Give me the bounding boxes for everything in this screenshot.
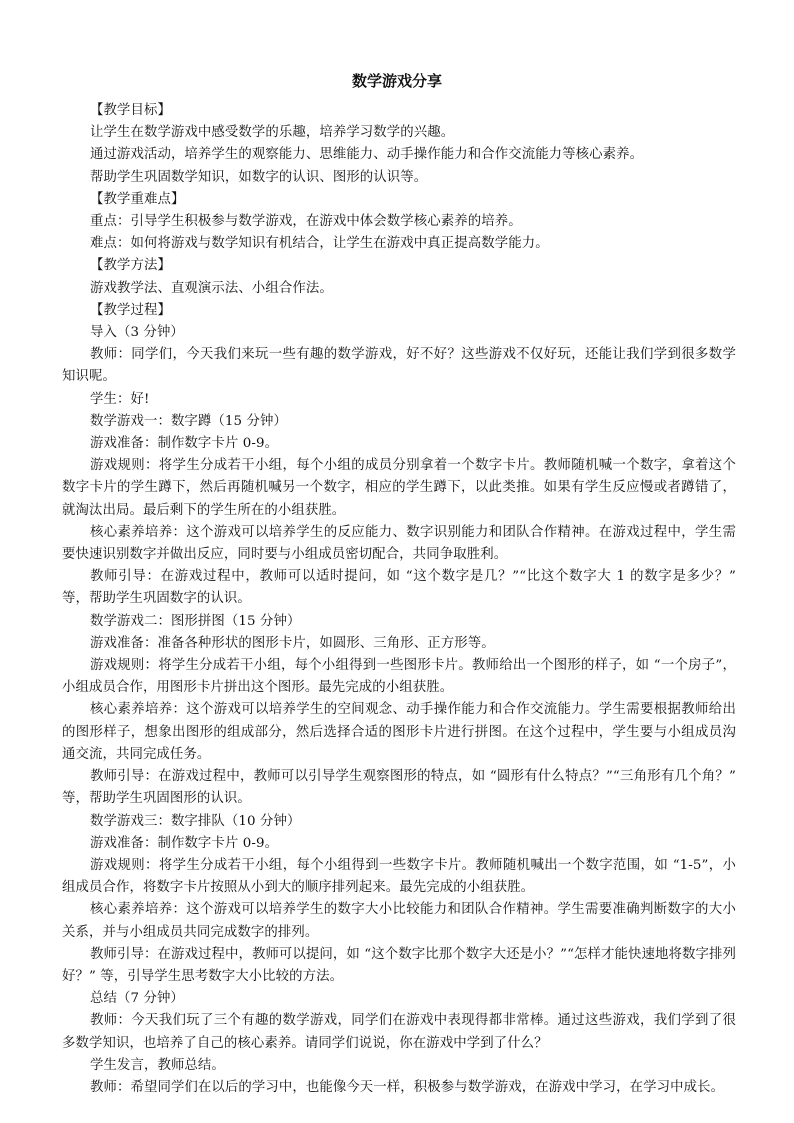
paragraph: 核心素养培养：这个游戏可以培养学生的数字大小比较能力和团队合作精神。学生需要准确判断数字的大小关系，并与小组成员共同完成数字的排列。 — [62, 902, 736, 940]
paragraph: 导入（3 分钟） — [90, 325, 184, 341]
paragraph: 教师引导：在游戏过程中，教师可以引导学生观察图形的特点，如 “圆形有什么特点？”“三角形有几个角？” 等，帮助学生巩固图形的认识。 — [62, 769, 736, 807]
paragraph: 教师：同学们，今天我们来玩一些有趣的数学游戏，好不好？这些游戏不仅好玩，还能让我们学到很多数学知识呢。 — [62, 347, 736, 385]
paragraph: 数学游戏二：图形拼图（15 分钟） — [90, 613, 301, 629]
paragraph: 游戏准备：制作数字卡片 0-9。 — [90, 436, 279, 452]
paragraph: 游戏规则：将学生分成若干小组，每个小组得到一些数字卡片。教师随机喊出一个数字范围，如 “1-5”，小组成员合作，将数字卡片按照从小到大的顺序排列起来。最先完成的小组获胜。 — [62, 857, 736, 896]
paragraph: 难点：如何将游戏与数学知识有机结合，让学生在游戏中真正提高数学能力。 — [90, 236, 549, 252]
paragraph: 教师：今天我们玩了三个有趣的数学游戏，同学们在游戏中表现得都非常棒。通过这些游戏，我们学到了很多数学知识，也培养了自己的核心素养。请同学们说说，你在游戏中学到了什么？ — [62, 1013, 736, 1051]
paragraph: 让学生在数学游戏中感受数学的乐趣，培养学习数学的兴趣。 — [90, 125, 455, 141]
paragraph: 通过游戏活动，培养学生的观察能力、思维能力、动手操作能力和合作交流能力等核心素养。 — [90, 147, 644, 163]
paragraph: 游戏规则：将学生分成若干小组，每个小组得到一些图形卡片。教师给出一个图形的样子，如 “一个房子”，小组成员合作，用图形卡片拼出这个图形。最先完成的小组获胜。 — [62, 658, 736, 696]
paragraph: 核心素养培养：这个游戏可以培养学生的空间观念、动手操作能力和合作交流能力。学生需要根据教师给出的图形样子，想象出图形的组成部分，然后选择合适的图形卡片进行拼图。在这个过程中，学生要与小组成员沟通交流，共同完成任务。 — [62, 702, 736, 762]
paragraph: 【教学过程】 — [90, 302, 171, 318]
paragraph: 游戏准备：准备各种形状的图形卡片，如圆形、三角形、正方形等。 — [90, 635, 495, 651]
paragraph: 游戏准备：制作数字卡片 0-9。 — [90, 835, 279, 851]
document-body — [62, 100, 736, 1099]
paragraph: 数学游戏三：数字排队（10 分钟） — [90, 813, 301, 829]
paragraph: 【教学目标】 — [90, 103, 171, 118]
paragraph: 核心素养培养：这个游戏可以培养学生的反应能力、数字识别能力和团队合作精神。在游戏过程中，学生需要快速识别数字并做出反应，同时要与小组成员密切配合，共同争取胜利。 — [62, 524, 736, 563]
paragraph: 教师引导：在游戏过程中，教师可以适时提问，如 “这个数字是几？”“比这个数字大 1 的数字是多少？” 等，帮助学生巩固数字的认识。 — [62, 569, 736, 607]
paragraph: 帮助学生巩固数学知识，如数字的认识、图形的认识等。 — [90, 169, 428, 185]
paragraph: 【教学方法】 — [90, 258, 171, 274]
paragraph: 游戏规则：将学生分成若干小组，每个小组的成员分别拿着一个数字卡片。教师随机喊一个数字，拿着这个数字卡片的学生蹲下，然后再随机喊另一个数字，相应的学生蹲下，以此类推。如果有学生反应慢或者蹲错了，就淘汰出局。最后剩下的学生所在的小组获胜。 — [62, 458, 736, 518]
paragraph: 游戏教学法、直观演示法、小组合作法。 — [90, 280, 333, 296]
paragraph: 数学游戏一：数字蹲（15 分钟） — [90, 413, 287, 429]
paragraph: 学生：好! — [90, 391, 150, 407]
paragraph: 总结（7 分钟） — [90, 991, 184, 1007]
paragraph: 教师：希望同学们在以后的学习中，也能像今天一样，积极参与数学游戏，在游戏中学习，在学习中成长。 — [90, 1079, 725, 1095]
paragraph: 教师引导：在游戏过程中，教师可以提问，如 “这个数字比那个数字大还是小？”“怎样才能快速地将数字排列好？” 等，引导学生思考数字大小比较的方法。 — [62, 946, 736, 984]
paragraph: 学生发言，教师总结。 — [90, 1057, 225, 1073]
paragraph: 重点：引导学生积极参与数学游戏，在游戏中体会数学核心素养的培养。 — [90, 214, 522, 230]
document-title: 数学游戏分享 — [351, 72, 442, 90]
paragraph: 【教学重难点】 — [90, 191, 185, 207]
